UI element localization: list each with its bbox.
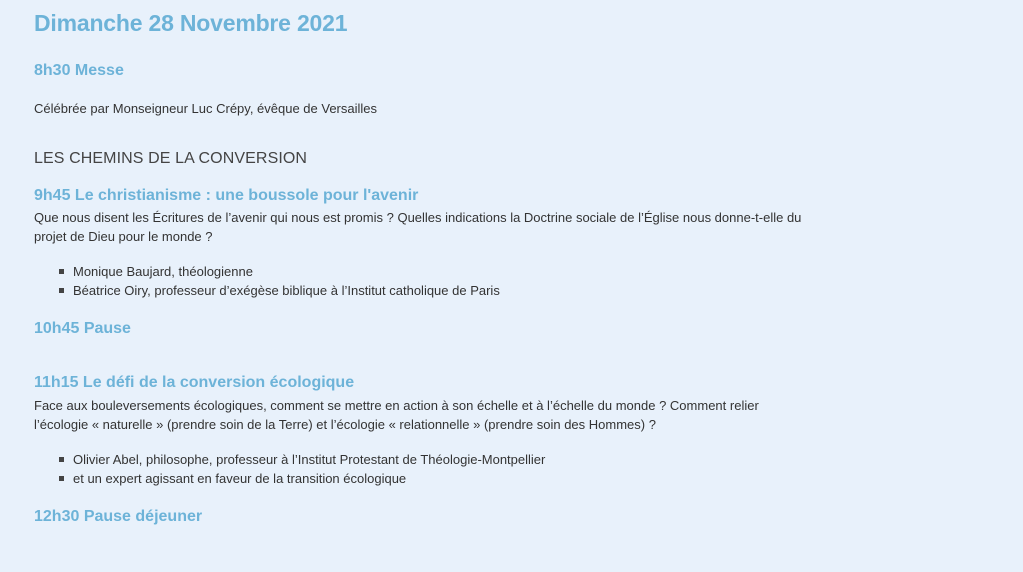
talk2-heading: 11h15 Le défi de la conversion écologique xyxy=(34,374,355,391)
list-item xyxy=(58,262,500,281)
list-item xyxy=(58,450,545,469)
bullet-icon xyxy=(59,476,64,481)
speaker-name: Monique Baujard, théologienne xyxy=(73,264,253,279)
bullet-icon xyxy=(59,269,64,274)
talk2-speakers-list xyxy=(58,450,545,488)
speaker-name: Béatrice Oiry, professeur d’exégèse biblique à l’Institut catholique de Paris xyxy=(73,283,500,298)
bullet-icon xyxy=(59,457,64,462)
messe-heading: 8h30 Messe xyxy=(34,62,124,79)
messe-text: Célébrée par Monseigneur Luc Crépy, évêque de Versailles xyxy=(34,101,378,116)
list-item xyxy=(58,281,500,300)
pause2-heading: 12h30 Pause déjeuner xyxy=(34,508,203,525)
talk1-description-line1: Que nous disent les Écritures de l’avenir qui nous est promis ? Quelles indications la Doctrine sociale de l’Église nous donne-t-elle du xyxy=(34,210,802,225)
list-item xyxy=(58,469,545,488)
talk2-description-line2: l’écologie « naturelle » (prendre soin de la Terre) et l’écologie « relationnelle » (prendre soin des Hommes) ? xyxy=(34,417,656,432)
bullet-icon xyxy=(59,288,64,293)
section-title: LES CHEMINS DE LA CONVERSION xyxy=(34,150,308,167)
page-title: Dimanche 28 Novembre 2021 xyxy=(34,10,348,36)
talk2-description-line1: Face aux bouleversements écologiques, comment se mettre en action à son échelle et à l’échelle du monde ? Comment relier xyxy=(34,398,759,413)
talk1-speakers-list xyxy=(58,262,500,300)
talk1-description-line2: projet de Dieu pour le monde ? xyxy=(34,229,213,244)
speaker-name: et un expert agissant en faveur de la transition écologique xyxy=(73,471,407,486)
speaker-name: Olivier Abel, philosophe, professeur à l’Institut Protestant de Théologie-Montpellier xyxy=(73,452,546,467)
pause1-heading: 10h45 Pause xyxy=(34,320,131,337)
talk1-heading: 9h45 Le christianisme : une boussole pour l'avenir xyxy=(34,187,419,204)
